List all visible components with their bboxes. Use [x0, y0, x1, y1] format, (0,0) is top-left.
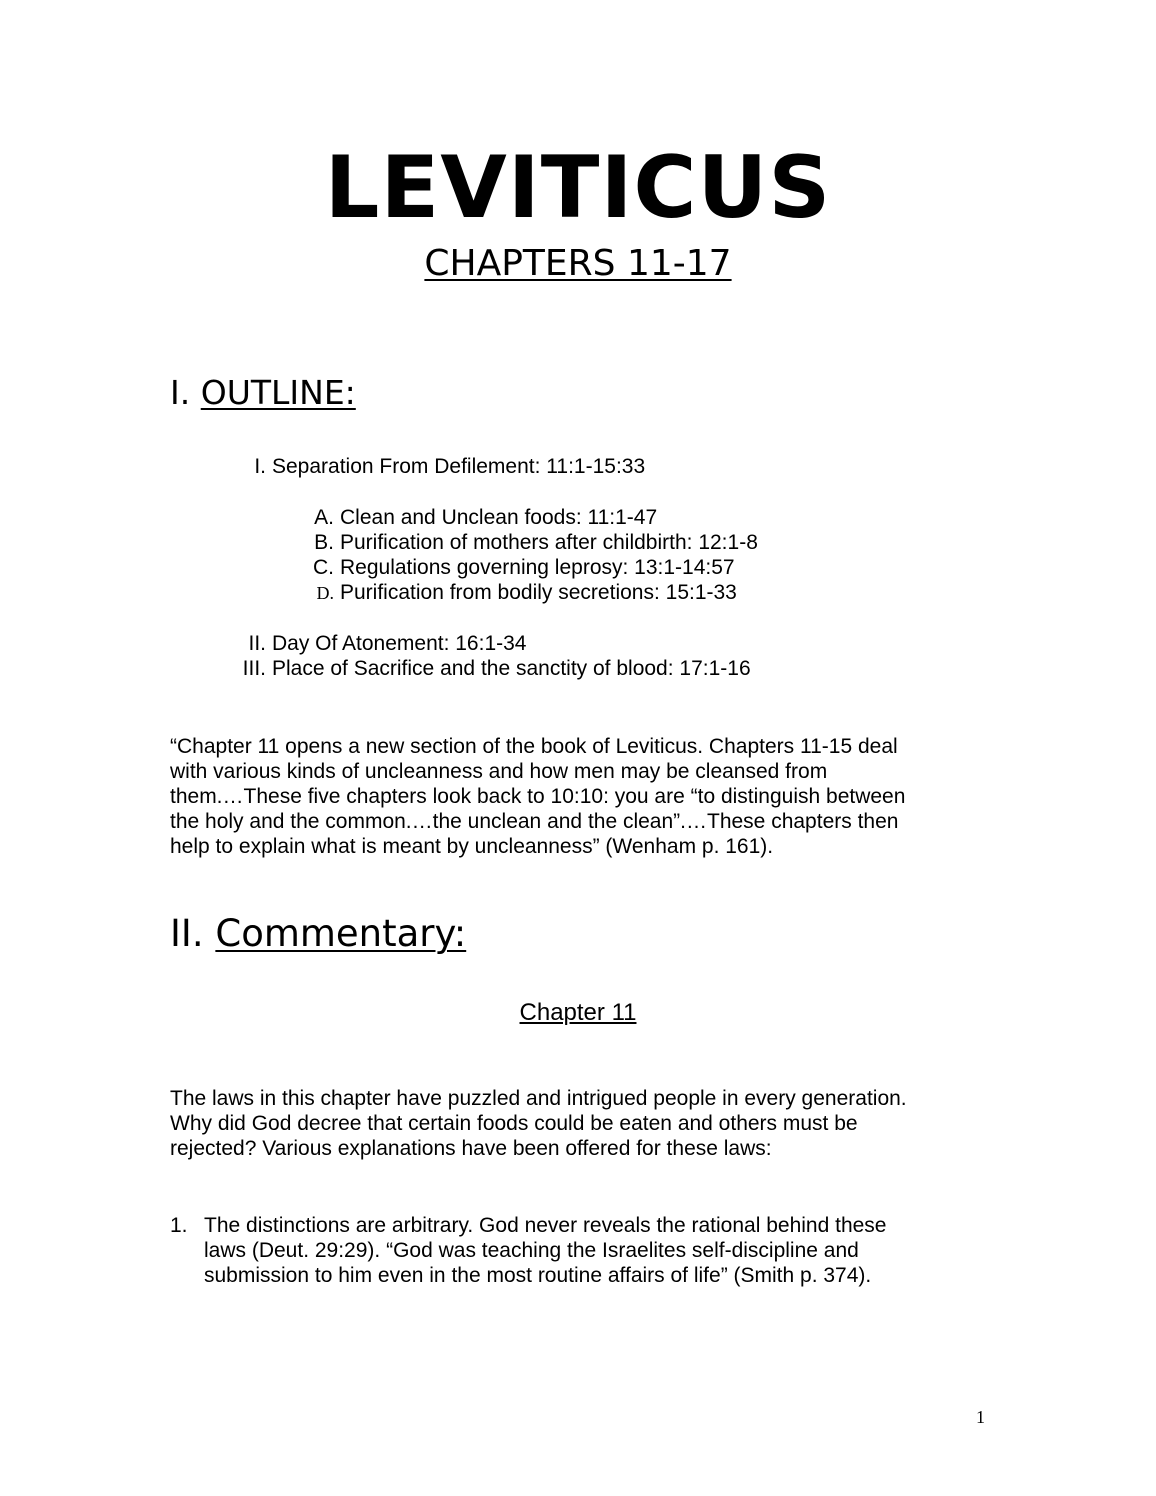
quote-paragraph [170, 734, 990, 859]
chapter-heading: Chapter 11 [519, 999, 637, 1026]
outline-marker: III. [242, 657, 266, 680]
section-numeral: II. [170, 912, 204, 955]
outline-text: Regulations governing leprosy: 13:1-14:57 [340, 556, 735, 579]
outline-subitem-a [304, 505, 758, 530]
outline-items-lower [232, 631, 751, 681]
outline-marker: D. [316, 583, 334, 603]
outline-marker: I. [254, 455, 266, 478]
section-heading-outline [170, 371, 356, 415]
numbered-point-1 [170, 1213, 970, 1288]
outline-marker: C. [313, 556, 334, 579]
point-number: 1. [170, 1214, 188, 1237]
quote-line: help to explain what is meant by uncleanness” (Wenham p. 161). [170, 835, 774, 858]
point-line: submission to him even in the most routine affairs of life” (Smith p. 374). [204, 1264, 872, 1287]
outline-marker: A. [314, 506, 334, 529]
point-line: The distinctions are arbitrary. God never reveals the rational behind these [204, 1214, 887, 1237]
section-title: OUTLINE: [200, 373, 356, 412]
section-title: Commentary: [215, 912, 467, 955]
intro-line: Why did God decree that certain foods could be eaten and others must be [170, 1112, 858, 1135]
intro-paragraph [170, 1086, 990, 1161]
document-subtitle: CHAPTERS 11-17 [424, 243, 732, 284]
outline-subitems [304, 505, 758, 606]
outline-subitem-d [304, 580, 758, 606]
intro-line: The laws in this chapter have puzzled and intrigued people in every generation. [170, 1087, 907, 1110]
quote-line: “Chapter 11 opens a new section of the book of Leviticus. Chapters 11-15 deal [170, 735, 898, 758]
outline-item-3 [232, 656, 751, 681]
section-heading-commentary [170, 910, 466, 958]
outline-text: Purification from bodily secretions: 15:1-33 [340, 581, 737, 604]
quote-line: the holy and the common.…the unclean and the clean”.…These chapters then [170, 810, 899, 833]
point-line: laws (Deut. 29:29). “God was teaching the Israelites self-discipline and [204, 1239, 859, 1262]
outline-text: Day Of Atonement: 16:1-34 [272, 632, 527, 655]
point-body [204, 1213, 970, 1288]
section-numeral: I. [170, 373, 191, 412]
outline-item-1 [232, 454, 645, 479]
outline-marker: II. [248, 632, 266, 655]
outline-subitem-b [304, 530, 758, 555]
outline-item-2 [232, 631, 751, 656]
quote-line: them.…These five chapters look back to 10:10: you are “to distinguish between [170, 785, 906, 808]
outline-marker: B. [314, 531, 334, 554]
outline-text: Place of Sacrifice and the sanctity of blood: 17:1-16 [272, 657, 751, 680]
document-title: LEVITICUS [324, 138, 832, 238]
outline-text: Purification of mothers after childbirth: 12:1-8 [340, 531, 758, 554]
outline-text: Clean and Unclean foods: 11:1-47 [340, 506, 658, 529]
outline-text: Separation From Defilement: 11:1-15:33 [272, 455, 646, 478]
page-number: 1 [976, 1407, 985, 1427]
intro-line: rejected? Various explanations have been offered for these laws: [170, 1137, 772, 1160]
outline-subitem-c [304, 555, 758, 580]
quote-line: with various kinds of uncleanness and how men may be cleansed from [170, 760, 828, 783]
